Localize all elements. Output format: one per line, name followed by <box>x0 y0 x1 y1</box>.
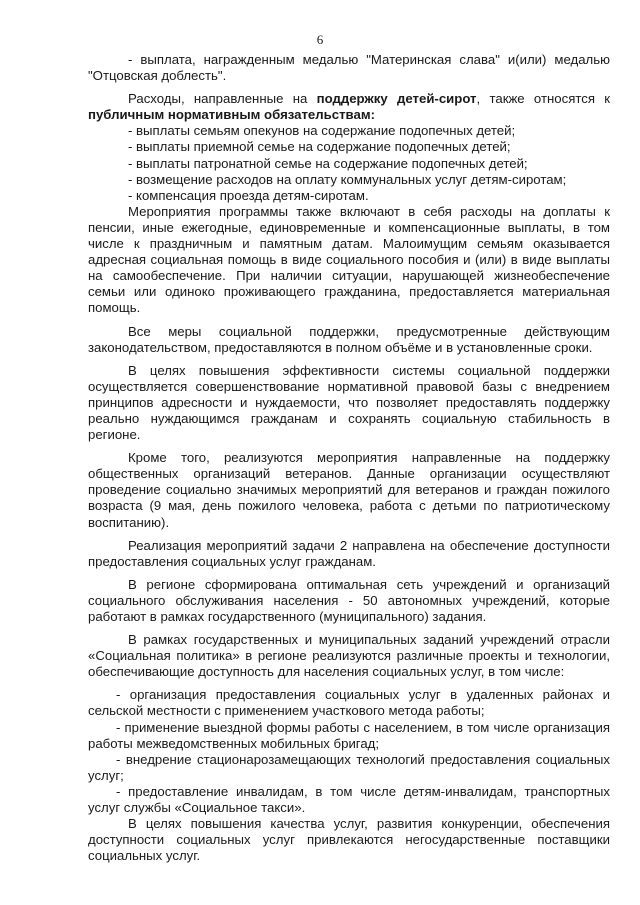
list-item: - применение выездной формы работы с населением, в том числе организация работы межведомственных мобильных бригад; <box>88 719 610 751</box>
list-item: - предоставление инвалидам, в том числе детям-инвалидам, транспортных услуг службы «Социальное такси». <box>88 783 610 816</box>
bold-public-obligations: публичным нормативным обязательствам <box>88 107 371 123</box>
list-item: - внедрение стационарозамещающих технологий предоставления социальных услуг; <box>88 751 610 783</box>
paragraph-medal-payment: - выплата, награжденным медалью "Материнская слава" и(или) медалью "Отцовская доблесть". <box>88 52 610 84</box>
paragraph-efficiency: В целях повышения эффективности системы социальной поддержки осуществляется совершенствование нормативной правовой базы с внедрением принципов адресности и нуждаемости, что позволяет предоставлять поддержку реально нуждающимся гражданам и сохранять социальную стабильность в регионе. <box>88 362 610 443</box>
paragraph-task-2: Реализация мероприятий задачи 2 направлена на обеспечение доступности предоставления социальных услуг гражданам. <box>88 537 610 569</box>
list-item: - компенсация проезда детям-сиротам. <box>128 187 369 203</box>
text-run-colon: : <box>370 107 375 123</box>
paragraph-all-measures: Все меры социальной поддержки, предусмотренные действующим законодательством, предоставляются в полном объёме и в установленные сроки. <box>88 323 610 355</box>
list-item: - организация предоставления социальных услуг в удаленных районах и сельской местности с применением участкового метода работы; <box>88 687 610 719</box>
text-run: , также относятся к <box>476 91 611 107</box>
paragraph-orphan-support <box>88 91 610 123</box>
list-item: - выплаты семьям опекунов на содержание подопечных детей; <box>128 123 516 139</box>
text-run: Расходы, направленные на <box>128 91 317 107</box>
paragraph-veterans: Кроме того, реализуются мероприятия направленные на поддержку общественных организаций ветеранов. Данные организации осуществляют проведение социально значимых мероприятий для ветеранов и граждан пожилого возраста (9 мая, день пожилого человека, работа с детьми по патриотическому воспитанию). <box>88 450 610 530</box>
page-number: 6 <box>316 32 324 47</box>
paragraph-program-measures: Мероприятия программы также включают в себя расходы на доплаты к пенсии, иные ежегодные, единовременные и компенсационные выплаты, в том числе к праздничным и памятным датам. Малоимущим семьям оказывается адресная социальная помощь в виде социального пособия и (или) в виде выплаты на самообеспечение. При наличии ситуации, нарушающей жизнеобеспечение семьи или одиноко проживающего гражданина, предоставляется материальная помощь. <box>88 203 610 316</box>
list-item: - возмещение расходов на оплату коммунальных услуг детям-сиротам; <box>128 171 567 187</box>
list-item: - выплаты приемной семье на содержание подопечных детей; <box>128 139 511 155</box>
paragraph-social-policy: В рамках государственных и муниципальных заданий учреждений отрасли «Социальная политика» в регионе реализуются различные проекты и технологии, обеспечивающие доступность для населения социальных услуг, в том числе: <box>88 632 610 680</box>
paragraph-network: В регионе сформирована оптимальная сеть учреждений и организаций социального обслуживания населения - 50 автономных учреждений, которые работают в рамках государственного (муниципального) задания. <box>88 576 610 624</box>
document-body <box>88 52 610 864</box>
list-item: - выплаты патронатной семье на содержание подопечных детей; <box>128 155 528 171</box>
bold-orphan-support: поддержку детей-сирот <box>316 91 477 107</box>
paragraph-competition: В целях повышения качества услуг, развития конкуренции, обеспечения доступности социальных услуг привлекаются негосударственные поставщики социальных услуг. <box>88 816 610 864</box>
